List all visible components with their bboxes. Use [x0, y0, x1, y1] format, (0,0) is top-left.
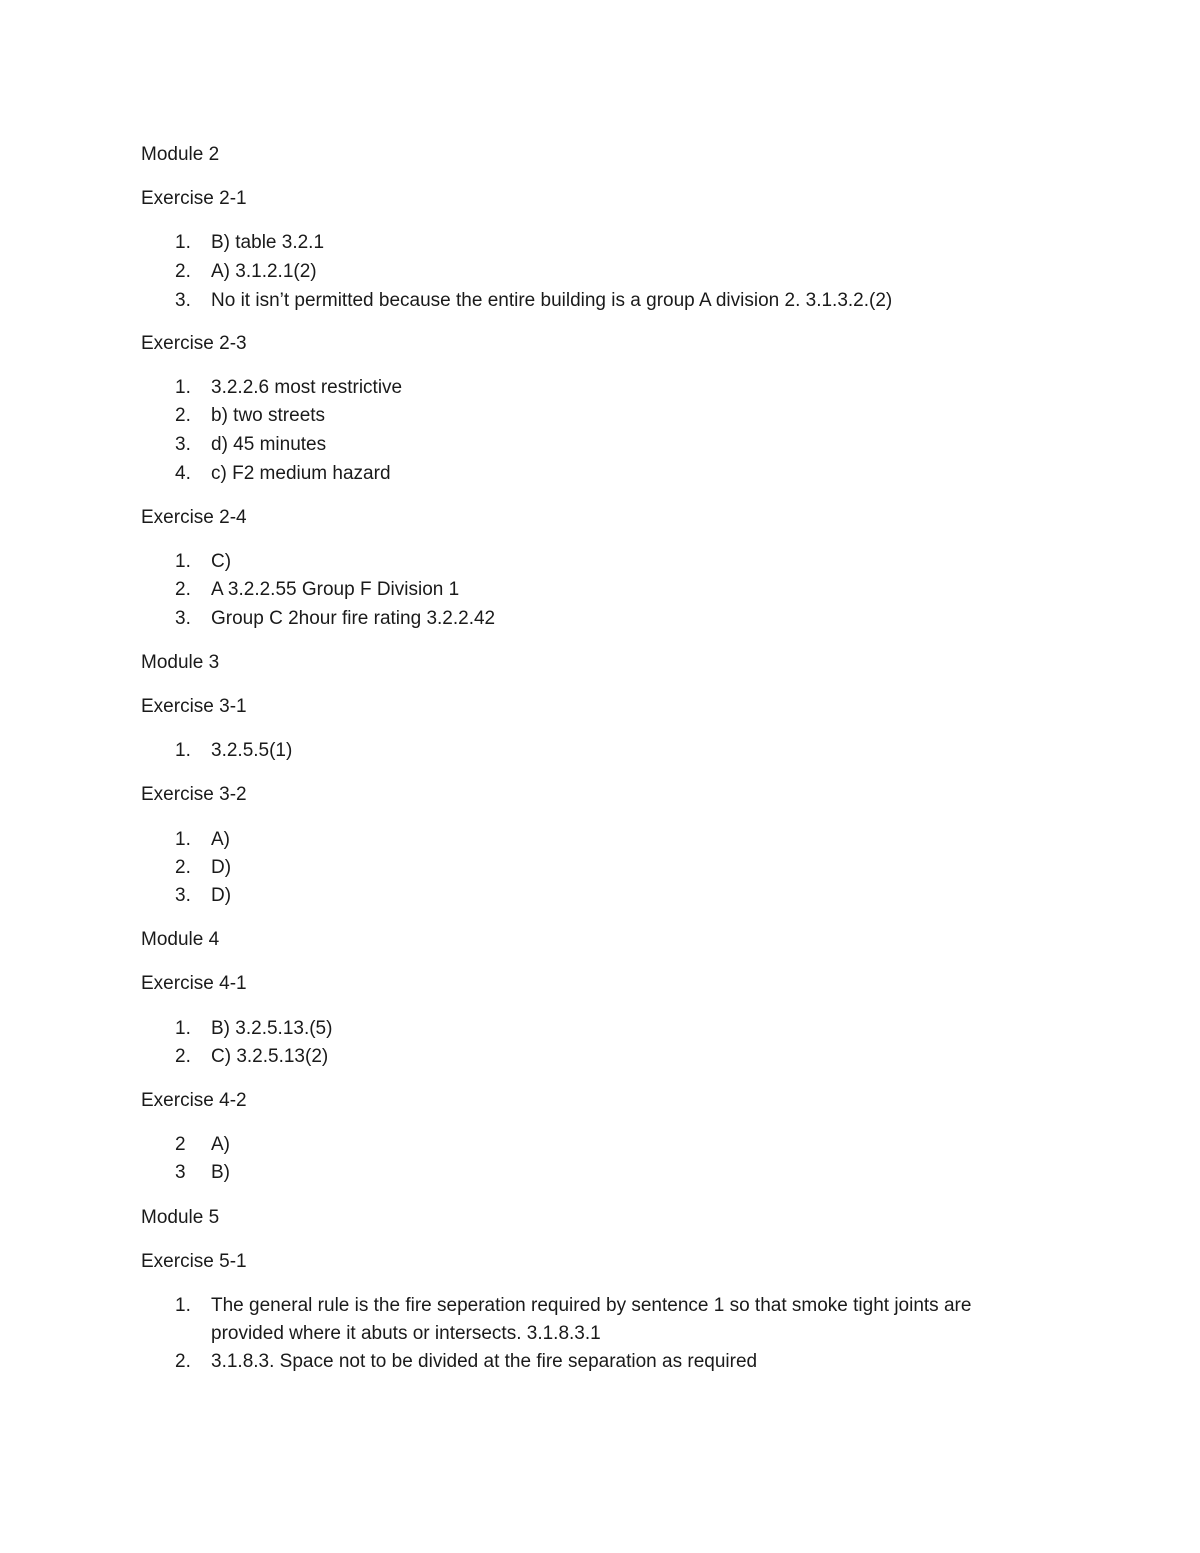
list-item-number: 1.	[175, 740, 191, 761]
list-item-text: B) 3.2.5.13.(5)	[211, 1018, 333, 1039]
section-heading: Exercise 3-2	[141, 784, 247, 805]
list-item-text: b) two streets	[211, 405, 326, 426]
section-heading: Module 2	[141, 144, 220, 165]
list-item-number: 1.	[175, 377, 191, 398]
section-heading: Exercise 4-2	[141, 1090, 247, 1111]
list-item-number: 1.	[175, 1295, 191, 1316]
list-item-number: 2.	[175, 261, 191, 282]
list-item-text: No it isn’t permitted because the entire building is a group A division 2. 3.1.3.2.(2)	[211, 290, 893, 311]
section-heading: Module 3	[141, 652, 220, 673]
section-heading: Exercise 2-4	[141, 507, 247, 528]
list-item-number: 2.	[175, 579, 191, 600]
section-heading: Exercise 5-1	[141, 1251, 247, 1272]
list-item-text-continuation: provided where it abuts or intersects. 3.1.8.3.1	[211, 1323, 601, 1344]
list-item-number: 1.	[175, 551, 191, 572]
list-item-text: B)	[211, 1162, 230, 1183]
list-item-text: 3.2.2.6 most restrictive	[211, 377, 403, 398]
list-item-text: A)	[211, 829, 230, 850]
list-item-number: 2.	[175, 857, 191, 878]
section-heading: Exercise 2-1	[141, 188, 247, 209]
list-item-number: 3.	[175, 608, 191, 629]
list-item-number: 3.	[175, 434, 191, 455]
list-item-number: 1.	[175, 232, 191, 253]
list-item-text: The general rule is the fire seperation required by sentence 1 so that smoke tight joints are	[211, 1295, 972, 1316]
list-item-number: 3.	[175, 290, 191, 311]
list-item-number: 3.	[175, 885, 191, 906]
list-item-number: 4.	[175, 463, 191, 484]
list-item-text: 3.2.5.5(1)	[211, 740, 293, 761]
list-item-text: A)	[211, 1134, 230, 1155]
section-heading: Exercise 4-1	[141, 973, 247, 994]
list-item-number: 2.	[175, 1046, 191, 1067]
list-item-text: D)	[211, 857, 232, 878]
section-heading: Module 4	[141, 929, 220, 950]
list-item-text: A 3.2.2.55 Group F Division 1	[211, 579, 460, 600]
list-item-text: Group C 2hour fire rating 3.2.2.42	[211, 608, 496, 629]
list-item-text: c) F2 medium hazard	[211, 463, 391, 484]
list-item-text: C)	[211, 551, 232, 572]
list-item-text: B) table 3.2.1	[211, 232, 325, 253]
list-item-number: 2	[175, 1134, 186, 1155]
list-item-number: 2.	[175, 405, 191, 426]
list-item-text: C) 3.2.5.13(2)	[211, 1046, 329, 1067]
list-item-text: D)	[211, 885, 232, 906]
list-item-text: d) 45 minutes	[211, 434, 327, 455]
list-item-text: 3.1.8.3. Space not to be divided at the fire separation as required	[211, 1351, 758, 1372]
list-item-number: 1.	[175, 1018, 191, 1039]
list-item-number: 2.	[175, 1351, 191, 1372]
section-heading: Exercise 3-1	[141, 696, 247, 717]
section-heading: Module 5	[141, 1207, 220, 1228]
list-item-text: A) 3.1.2.1(2)	[211, 261, 317, 282]
list-item-number: 3	[175, 1162, 186, 1183]
list-item-number: 1.	[175, 829, 191, 850]
section-heading: Exercise 2-3	[141, 333, 247, 354]
